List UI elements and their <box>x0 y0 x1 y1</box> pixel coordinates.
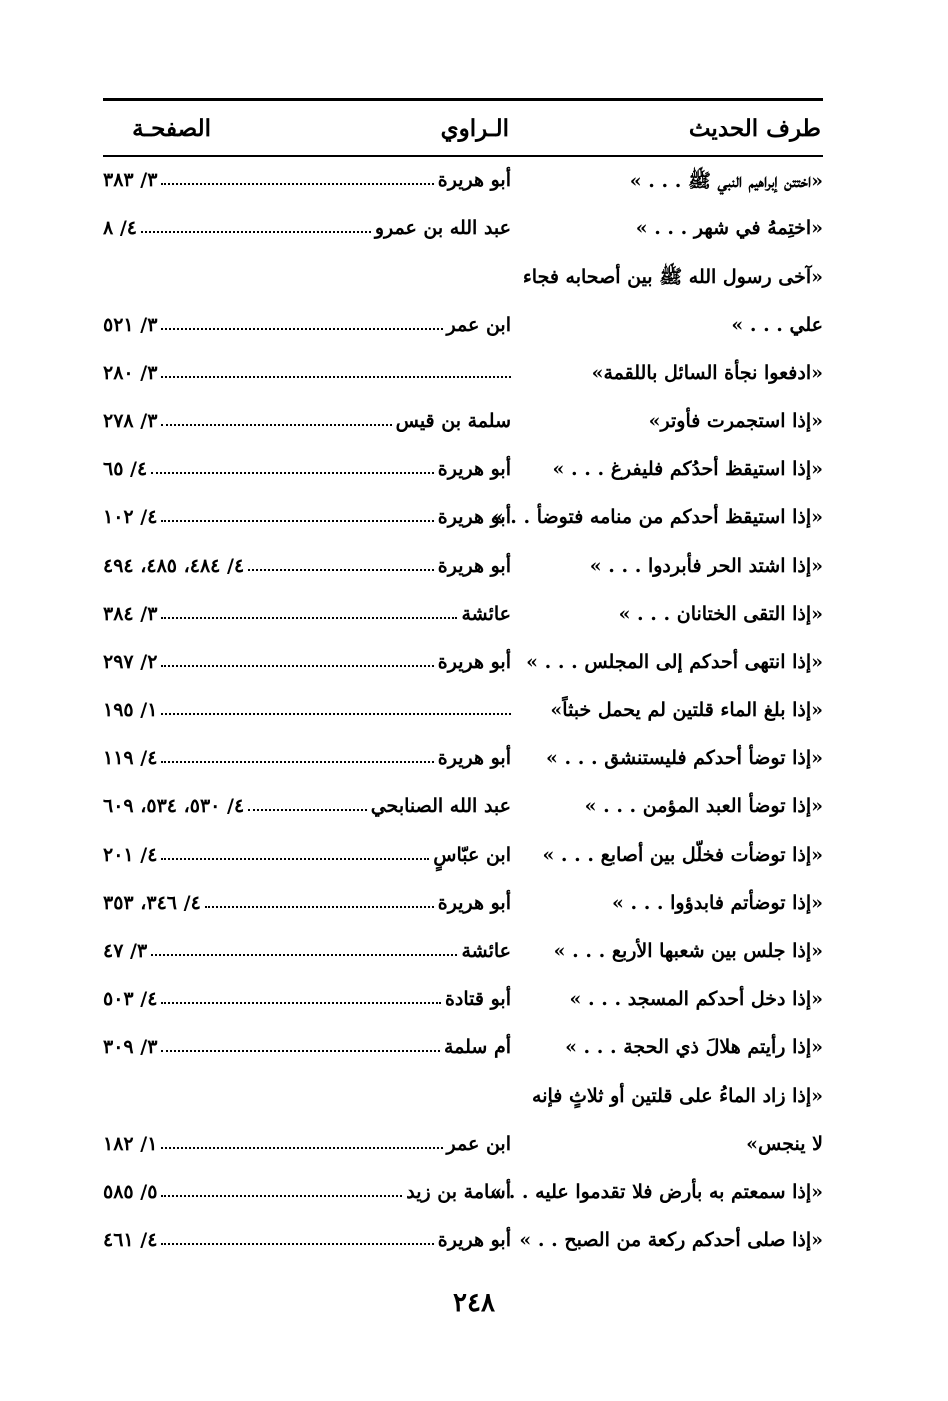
hadith-text: «إذا بلغ الماء قلتين لم يحمل خبثاً» <box>550 699 823 722</box>
narrator-name: أبو هريرة <box>437 554 511 577</box>
narrator-name: أبو هريرة <box>437 1229 511 1252</box>
table-row <box>103 1217 823 1265</box>
hadith-text: «إذا توضأ العبد المؤمن . . . » <box>584 795 823 818</box>
leader-dots <box>161 761 434 763</box>
hadith-text: «إذا صلى أحدكم ركعة من الصبح . . » <box>519 1229 823 1252</box>
leader-dots <box>205 906 434 908</box>
header-hadith: طرف الحديث <box>688 115 821 142</box>
narrator-name: أبو هريرة <box>437 506 511 529</box>
table-row <box>103 976 823 1024</box>
hadith-text: «إذا توضأتم فابدؤوا . . . » <box>611 891 823 914</box>
hadith-text: «إذا سمعتم به بأرض فلا تقدموا عليه . . » <box>490 1180 823 1203</box>
hadith-text: «إذا استيقظ أحدُكم فليفرغ . . . » <box>552 458 823 481</box>
narrator-name: أبو هريرة <box>437 650 511 673</box>
page-ref: ٤/ ١٠٢ <box>103 506 158 529</box>
index-page <box>103 98 823 1265</box>
hadith-text: «اختِمهُ في شهر . . . » <box>635 217 823 240</box>
page-ref: ٤/ ٤٦١ <box>103 1229 158 1252</box>
header-page: الصفحـة <box>132 115 211 142</box>
header-narrator: الـراوي <box>440 115 509 142</box>
leader-dots <box>248 809 367 811</box>
leader-dots <box>161 520 434 522</box>
table-row <box>103 639 823 687</box>
narrator-name: أبو قتادة <box>444 988 511 1011</box>
leader-dots <box>161 1050 440 1052</box>
table-header <box>103 101 823 157</box>
table-row <box>103 253 823 301</box>
page-ref: ٤/ ٥٠٣ <box>103 988 158 1011</box>
narrator-name: ابن عمر <box>446 1132 511 1155</box>
table-row <box>103 157 823 205</box>
page-ref: ٤/ ٢٠١ <box>103 843 158 866</box>
hadith-text: «إذا زاد الماءُ على قلتين أو ثلاثٍ فإنه <box>532 1084 823 1107</box>
page-ref: ١/ ١٨٢ <box>103 1132 158 1155</box>
leader-dots <box>141 231 371 233</box>
hadith-text: لا ينجس» <box>746 1132 823 1155</box>
hadith-text: «إذا استجمرت فأوتر» <box>648 409 823 432</box>
page-ref: ٣/ ٣٨٣ <box>103 169 158 191</box>
hadith-text: «اختتن إبراهيم النبي ﷺ . . . » <box>629 170 823 192</box>
table-row <box>103 687 823 735</box>
narrator-name: عائشة <box>461 940 511 962</box>
index-rows <box>103 157 823 1265</box>
page-ref: ٣/ ٢٨٠ <box>103 361 158 384</box>
page-ref: ٢/ ٢٩٧ <box>103 650 158 673</box>
narrator-name: أبو هريرة <box>437 169 511 191</box>
page-ref: ٤/ ٨ <box>103 217 137 240</box>
table-row <box>103 783 823 831</box>
page-ref: ٤/ ١١٩ <box>103 747 158 770</box>
narrator-name: عبد الله الصنابحي <box>370 795 511 818</box>
leader-dots <box>248 569 434 571</box>
page-number: ٢٤٨ <box>453 1288 495 1318</box>
table-row <box>103 494 823 542</box>
narrator-name: أبو هريرة <box>437 891 511 914</box>
table-row <box>103 543 823 591</box>
table-row <box>103 398 823 446</box>
page-ref: ٤/ ٥٣٠، ٥٣٤، ٦٠٩ <box>103 795 245 818</box>
page-ref: ٥/ ٥٨٥ <box>103 1180 158 1203</box>
table-row <box>103 1121 823 1169</box>
hadith-text: «إذا جلس بين شعبها الأربع . . . » <box>553 940 823 962</box>
leader-dots <box>161 617 457 619</box>
hadith-text: علي . . . » <box>731 313 823 336</box>
narrator-name: أبو هريرة <box>437 747 511 770</box>
table-row <box>103 735 823 783</box>
leader-dots <box>161 183 434 185</box>
leader-dots <box>161 1195 402 1197</box>
table-row <box>103 928 823 976</box>
narrator-name: عائشة <box>461 602 511 625</box>
hadith-text: «إذا اشتد الحر فأبردوا . . . » <box>589 554 823 577</box>
leader-dots <box>161 424 392 426</box>
table-row <box>103 1073 823 1121</box>
leader-dots <box>151 472 434 474</box>
hadith-text: «إذا انتهى أحدكم إلى المجلس . . . » <box>526 650 823 673</box>
narrator-name: أبو هريرة <box>437 458 511 481</box>
hadith-text: «إذا استيقظ أحدكم من منامه فتوضأ . . » <box>491 506 823 529</box>
leader-dots <box>161 376 511 378</box>
page-ref: ٣/ ٣٨٤ <box>103 602 158 625</box>
narrator-name: ابن عمر <box>446 313 511 336</box>
hadith-text: «ادفعوا نجأة السائل باللقمة» <box>591 361 823 384</box>
table-row <box>103 1169 823 1217</box>
hadith-text: «إذا توضأت فخلّل بين أصابع . . . » <box>542 843 823 866</box>
page-ref: ٣/ ٥٢١ <box>103 313 158 336</box>
page-ref: ٤/ ٣٤٦، ٣٥٣ <box>103 891 201 914</box>
leader-dots <box>161 1002 441 1004</box>
leader-dots <box>161 665 434 667</box>
table-row <box>103 350 823 398</box>
hadith-text: «آخى رسول الله ﷺ بين أصحابه فجاء <box>522 266 823 289</box>
leader-dots <box>161 858 429 860</box>
table-row <box>103 205 823 253</box>
page-ref: ٤/ ٦٥ <box>103 458 148 481</box>
narrator-name: سلمة بن قيس <box>395 409 511 432</box>
leader-dots <box>161 713 511 715</box>
hadith-text: «إذا رأيتم هلالَ ذي الحجة . . . » <box>565 1036 823 1059</box>
page-ref: ١/ ١٩٥ <box>103 699 158 722</box>
hadith-text: «إذا توضأ أحدكم فليستنشق . . . » <box>546 747 823 770</box>
leader-dots <box>161 1243 434 1245</box>
hadith-text: «إذا التقى الختانان . . . » <box>618 602 823 625</box>
table-row <box>103 1024 823 1072</box>
page-ref: ٣/ ٣٠٩ <box>103 1036 158 1059</box>
narrator-name: عبد الله بن عمرو <box>374 217 511 240</box>
page-ref: ٤/ ٤٨٤، ٤٨٥، ٤٩٤ <box>103 554 245 577</box>
table-row <box>103 446 823 494</box>
narrator-name: ابن عبّاسٍ <box>433 843 511 866</box>
narrator-name: أم سلمة <box>443 1036 511 1059</box>
page-ref: ٣/ ٤٧ <box>103 940 148 962</box>
table-row <box>103 880 823 928</box>
hadith-text: «إذا دخل أحدكم المسجد . . . » <box>569 988 823 1011</box>
table-row <box>103 832 823 880</box>
page-ref: ٣/ ٢٧٨ <box>103 409 158 432</box>
leader-dots <box>161 328 443 330</box>
table-row <box>103 302 823 350</box>
narrator-name: أسامة بن زيد <box>406 1180 511 1203</box>
table-row <box>103 591 823 639</box>
leader-dots <box>161 1147 443 1149</box>
leader-dots <box>151 954 457 956</box>
